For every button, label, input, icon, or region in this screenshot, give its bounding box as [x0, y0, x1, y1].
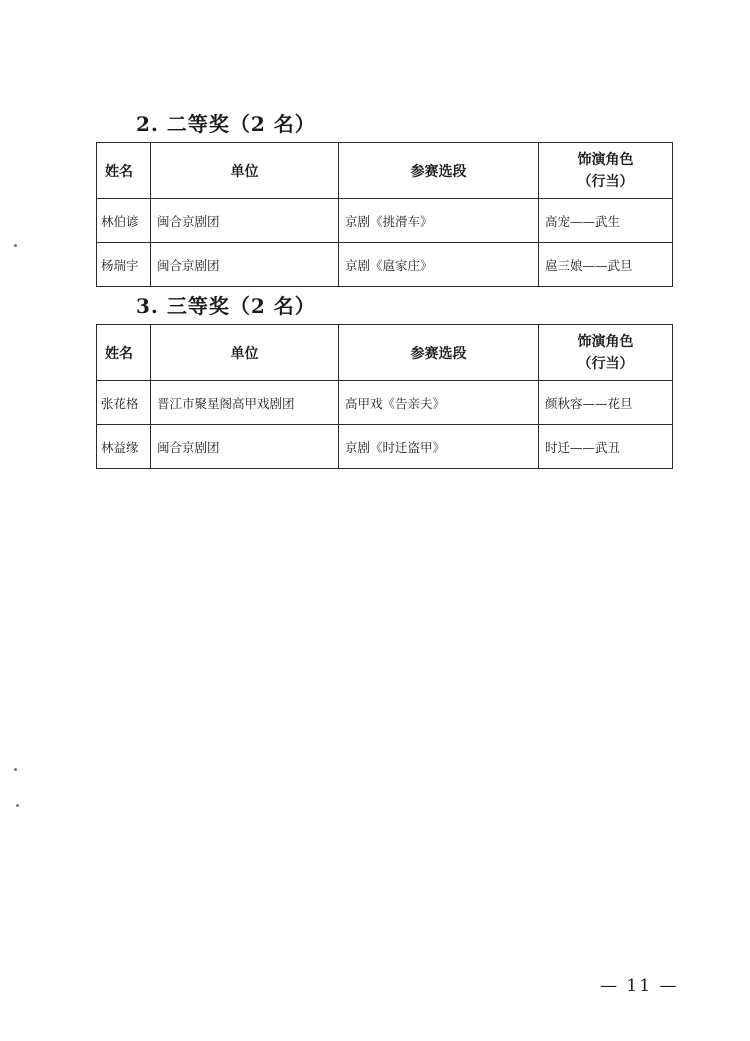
cell-role: 颜秋容——花旦 [539, 381, 673, 425]
cell-piece: 高甲戏《告亲夫》 [339, 381, 539, 425]
table-header-row [97, 325, 673, 381]
cell-name: 林伯谚 [97, 199, 151, 243]
cell-name: 林益缘 [97, 425, 151, 469]
page-number: — 11 — [600, 976, 679, 996]
header-piece: 参赛选段 [339, 325, 539, 381]
header-role-line1: 饰演角色 [577, 333, 634, 350]
scan-speck [14, 244, 17, 247]
cell-piece: 京剧《扈家庄》 [339, 243, 539, 287]
second-prize-table [96, 142, 673, 287]
cell-role: 时迁——武丑 [539, 425, 673, 469]
table-row [97, 381, 673, 425]
scan-speck [14, 768, 17, 771]
cell-unit: 晋江市聚星阁高甲戏剧团 [151, 381, 339, 425]
cell-unit: 闽合京剧团 [151, 425, 339, 469]
cell-piece: 京剧《时迁盗甲》 [339, 425, 539, 469]
third-prize-table [96, 324, 673, 469]
table-row [97, 243, 673, 287]
cell-role: 高宠——武生 [539, 199, 673, 243]
cell-piece: 京剧《挑滑车》 [339, 199, 539, 243]
cell-role: 扈三娘——武旦 [539, 243, 673, 287]
table-row [97, 199, 673, 243]
cell-name: 张花格 [97, 381, 151, 425]
header-role-line2: （行当） [577, 355, 634, 372]
cell-name: 杨瑞宇 [97, 243, 151, 287]
third-prize-title: 3. 三等奖（2 名） [136, 294, 316, 318]
header-role [539, 325, 673, 381]
table-row [97, 425, 673, 469]
cell-unit: 闽合京剧团 [151, 243, 339, 287]
header-unit: 单位 [151, 143, 339, 199]
header-role-line1: 饰演角色 [577, 151, 634, 168]
scan-speck [16, 804, 19, 807]
cell-unit: 闽合京剧团 [151, 199, 339, 243]
second-prize-title: 2. 二等奖（2 名） [136, 112, 316, 136]
header-role-line2: （行当） [577, 173, 634, 190]
header-role [539, 143, 673, 199]
header-piece: 参赛选段 [339, 143, 539, 199]
header-unit: 单位 [151, 325, 339, 381]
header-name: 姓名 [97, 143, 151, 199]
header-name: 姓名 [97, 325, 151, 381]
table-header-row [97, 143, 673, 199]
